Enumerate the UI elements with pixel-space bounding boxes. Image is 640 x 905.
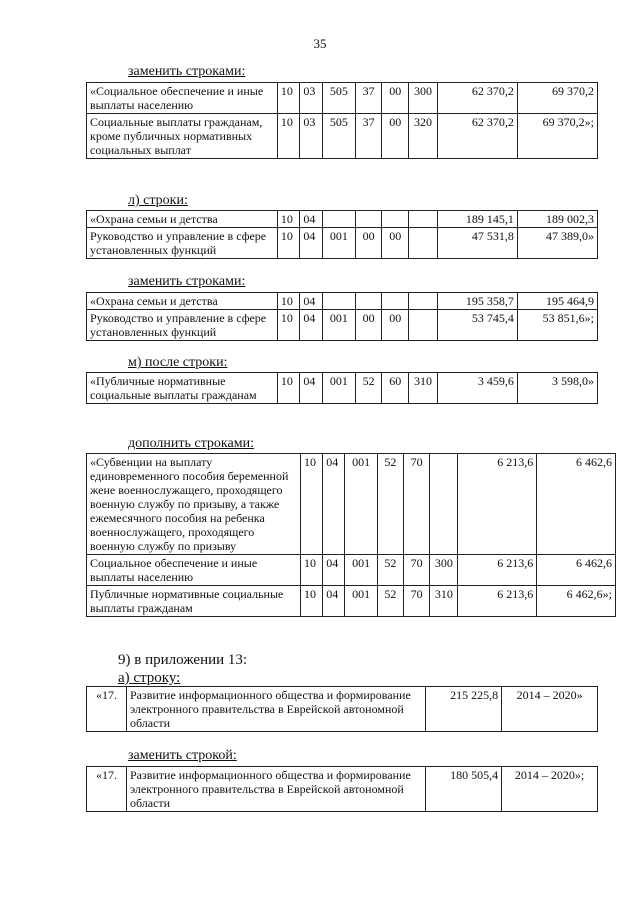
- cell-sum1: 195 358,7: [437, 293, 517, 310]
- cell-amount: 215 225,8: [426, 687, 502, 732]
- cell-sum1: 189 145,1: [437, 211, 517, 228]
- cell-csr3: 70: [403, 454, 429, 555]
- table-row: [87, 83, 598, 114]
- row-name: Социальное обеспечение и иные выплаты населению: [87, 555, 301, 586]
- row-name: Публичные нормативные социальные выплаты гражданам: [87, 586, 301, 617]
- cell-csr1: 505: [322, 114, 355, 159]
- cell-sum2: 189 002,3: [517, 211, 597, 228]
- cell-csr2: 37: [355, 83, 382, 114]
- cell-sum2: 6 462,6»;: [537, 586, 616, 617]
- cell-vr: 300: [430, 555, 458, 586]
- program-table-b: [86, 766, 598, 812]
- cell-sum1: 6 213,6: [458, 454, 537, 555]
- cell-pr: 03: [300, 114, 323, 159]
- appendix-sub-b: заменить строкой:: [128, 748, 237, 763]
- section-heading: заменить строками:: [128, 274, 246, 289]
- cell-rz: 10: [277, 310, 300, 341]
- cell-period: 2014 – 2020»: [502, 687, 598, 732]
- cell-csr1: 001: [322, 310, 355, 341]
- cell-vr: [409, 310, 438, 341]
- cell-vr: 310: [409, 373, 438, 404]
- section-heading: л) строки:: [128, 193, 188, 208]
- cell-sum2: 195 464,9: [517, 293, 597, 310]
- cell-csr3: 00: [382, 228, 409, 259]
- table-row: [87, 767, 598, 812]
- table-row: [87, 114, 598, 159]
- table-row: [87, 228, 598, 259]
- cell-csr2: 00: [355, 310, 382, 341]
- budget-table-5: [86, 453, 616, 617]
- cell-csr2: 52: [377, 555, 403, 586]
- cell-sum1: 6 213,6: [458, 586, 537, 617]
- row-name: «Публичные нормативные социальные выплаты гражданам: [87, 373, 278, 404]
- cell-pr: 04: [323, 555, 345, 586]
- cell-csr1: 001: [345, 555, 377, 586]
- cell-rz: 10: [277, 114, 300, 159]
- cell-vr: [409, 228, 438, 259]
- cell-sum2: 53 851,6»;: [517, 310, 597, 341]
- cell-csr3: 00: [382, 83, 409, 114]
- cell-csr2: 52: [355, 373, 382, 404]
- cell-rz: 10: [277, 293, 300, 310]
- cell-csr2: [355, 293, 382, 310]
- cell-pr: 04: [300, 310, 323, 341]
- cell-csr2: 52: [377, 586, 403, 617]
- table-row: [87, 586, 616, 617]
- cell-rz: 10: [301, 586, 323, 617]
- table-row: [87, 373, 598, 404]
- cell-csr1: 001: [322, 373, 355, 404]
- cell-vr: 310: [430, 586, 458, 617]
- cell-amount: 180 505,4: [426, 767, 502, 812]
- cell-period: 2014 – 2020»;: [502, 767, 598, 812]
- table-row: [87, 293, 598, 310]
- cell-vr: [430, 454, 458, 555]
- table-row: [87, 310, 598, 341]
- cell-sum1: 62 370,2: [437, 83, 517, 114]
- cell-pr: 04: [323, 586, 345, 617]
- row-name: Руководство и управление в сфере установленных функций: [87, 228, 278, 259]
- cell-vr: 300: [409, 83, 438, 114]
- cell-number: «17.: [87, 767, 127, 812]
- cell-csr2: 37: [355, 114, 382, 159]
- cell-csr1: 001: [345, 454, 377, 555]
- cell-sum1: 6 213,6: [458, 555, 537, 586]
- cell-csr2: [355, 211, 382, 228]
- table-row: [87, 687, 598, 732]
- budget-table-1: [86, 82, 598, 159]
- cell-csr3: 70: [403, 555, 429, 586]
- cell-csr3: 70: [403, 586, 429, 617]
- cell-pr: 03: [300, 83, 323, 114]
- appendix-sub-a: а) строку:: [118, 670, 181, 686]
- cell-csr3: [382, 211, 409, 228]
- cell-csr3: 60: [382, 373, 409, 404]
- cell-pr: 04: [300, 211, 323, 228]
- cell-csr3: [382, 293, 409, 310]
- cell-rz: 10: [277, 373, 300, 404]
- row-name: Социальные выплаты гражданам, кроме публичных нормативных социальных выплат: [87, 114, 278, 159]
- cell-sum2: 69 370,2: [517, 83, 597, 114]
- cell-sum1: 53 745,4: [437, 310, 517, 341]
- cell-program-name: Развитие информационного общества и формирование электронного правительства в Еврейской автономной области: [126, 687, 425, 732]
- cell-csr2: 52: [377, 454, 403, 555]
- row-name: «Социальное обеспечение и иные выплаты населению: [87, 83, 278, 114]
- row-name: «Охрана семьи и детства: [87, 211, 278, 228]
- cell-rz: 10: [301, 555, 323, 586]
- cell-sum1: 47 531,8: [437, 228, 517, 259]
- cell-pr: 04: [300, 228, 323, 259]
- cell-csr1: 001: [345, 586, 377, 617]
- cell-vr: [409, 211, 438, 228]
- cell-sum2: 3 598,0»: [517, 373, 597, 404]
- cell-sum1: 62 370,2: [437, 114, 517, 159]
- table-row: [87, 454, 616, 555]
- cell-rz: 10: [301, 454, 323, 555]
- appendix-heading: 9) в приложении 13:: [118, 652, 248, 668]
- cell-rz: 10: [277, 228, 300, 259]
- budget-table-2: [86, 210, 598, 259]
- table-row: [87, 211, 598, 228]
- budget-table-4: [86, 372, 598, 404]
- page-number: 35: [313, 36, 327, 51]
- row-name: «Охрана семьи и детства: [87, 293, 278, 310]
- cell-sum1: 3 459,6: [437, 373, 517, 404]
- cell-csr2: 00: [355, 228, 382, 259]
- cell-rz: 10: [277, 83, 300, 114]
- program-table-a: [86, 686, 598, 732]
- cell-number: «17.: [87, 687, 127, 732]
- cell-vr: 320: [409, 114, 438, 159]
- cell-sum2: 69 370,2»;: [517, 114, 597, 159]
- cell-csr3: 00: [382, 310, 409, 341]
- cell-csr1: [322, 211, 355, 228]
- cell-program-name: Развитие информационного общества и формирование электронного правительства в Еврейской автономной области: [126, 767, 425, 812]
- cell-csr1: 505: [322, 83, 355, 114]
- cell-csr1: 001: [322, 228, 355, 259]
- cell-vr: [409, 293, 438, 310]
- cell-sum2: 47 389,0»: [517, 228, 597, 259]
- cell-pr: 04: [300, 373, 323, 404]
- section-heading: м) после строки:: [128, 355, 228, 370]
- section-heading: заменить строками:: [128, 64, 246, 79]
- row-name: «Субвенции на выплату единовременного пособия беременной жене военнослужащего, проходящего военную службу по призыву, а также ежемесячного пособия на ребенка военнослужащего, проходящего военную службу по призыву: [87, 454, 301, 555]
- section-heading: дополнить строками:: [128, 436, 254, 451]
- table-row: [87, 555, 616, 586]
- cell-sum2: 6 462,6: [537, 454, 616, 555]
- cell-csr1: [322, 293, 355, 310]
- cell-rz: 10: [277, 211, 300, 228]
- row-name: Руководство и управление в сфере установленных функций: [87, 310, 278, 341]
- cell-pr: 04: [300, 293, 323, 310]
- cell-pr: 04: [323, 454, 345, 555]
- cell-csr3: 00: [382, 114, 409, 159]
- budget-table-3: [86, 292, 598, 341]
- cell-sum2: 6 462,6: [537, 555, 616, 586]
